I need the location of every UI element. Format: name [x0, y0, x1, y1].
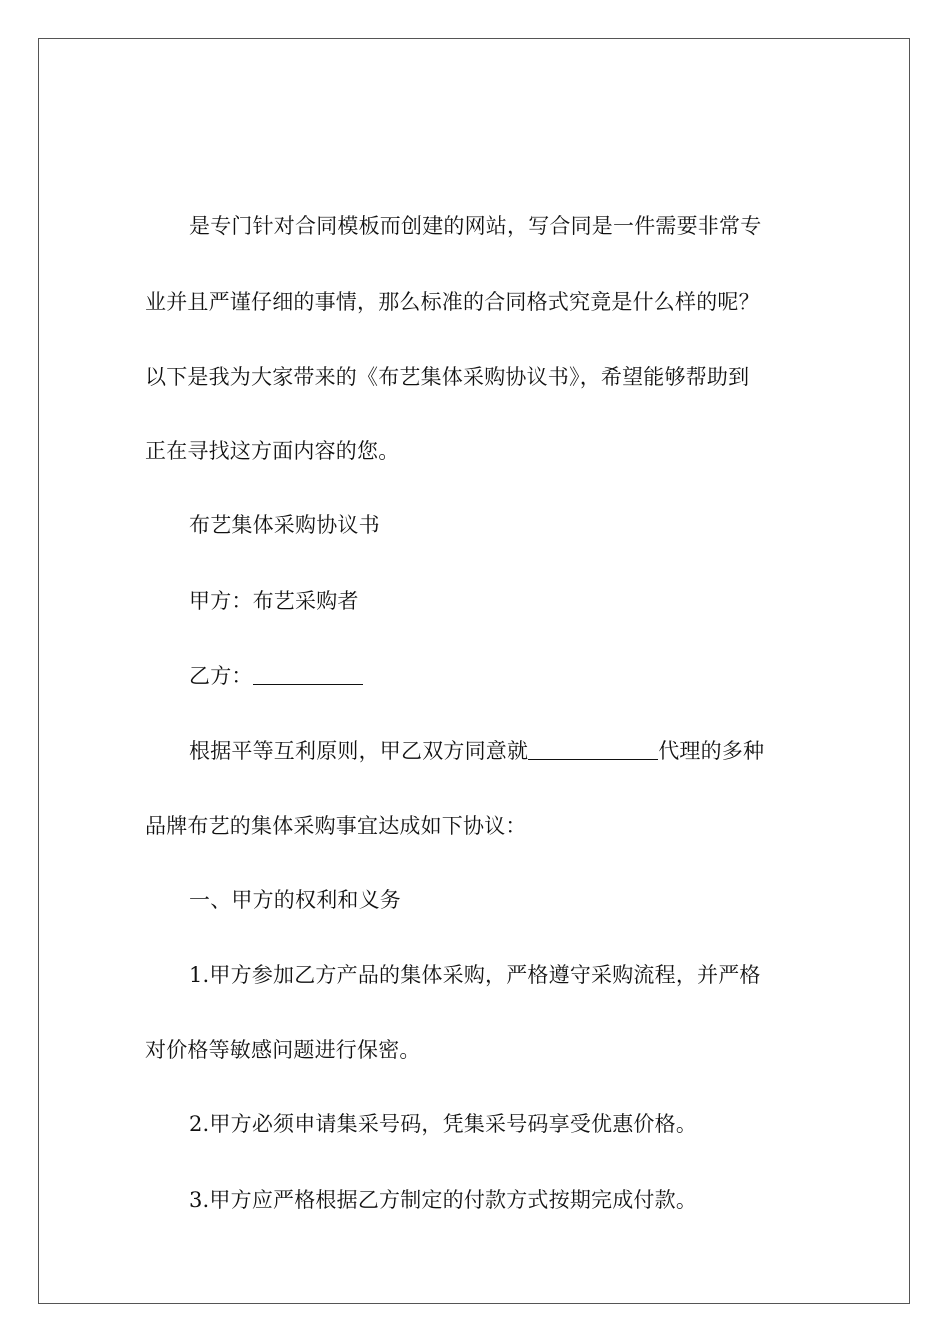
agreement-text-part1: 根据平等互利原则，甲乙双方同意就: [189, 739, 529, 763]
party-b-line: [189, 662, 363, 690]
intro-line-1: 是专门针对合同模板而创建的网站，写合同是一件需要非常专: [189, 214, 762, 238]
party-b-label: 乙方：: [189, 664, 253, 688]
intro-line-4: 正在寻找这方面内容的您。: [145, 439, 400, 463]
item2-line: 2.甲方必须申请集采号码，凭集采号码享受优惠价格。: [189, 1112, 698, 1136]
intro-line-2: 业并且严谨仔细的事情，那么标准的合同格式究竟是什么样的呢？: [145, 290, 760, 314]
item3-line: 3.甲方应严格根据乙方制定的付款方式按期完成付款。: [189, 1188, 698, 1212]
item1-line-2: 对价格等敏感问题进行保密。: [145, 1038, 421, 1062]
agreement-line-1: [189, 737, 764, 765]
item1-line-1: 1.甲方参加乙方产品的集体采购，严格遵守采购流程，并严格: [189, 963, 761, 987]
agreement-line-2: 品牌布艺的集体采购事宜达成如下协议：: [145, 814, 527, 838]
agent-blank: [528, 737, 658, 760]
party-a-line: 甲方：布艺采购者: [189, 589, 359, 613]
party-b-blank: [253, 662, 363, 685]
section1-heading: 一、甲方的权利和义务: [189, 888, 401, 912]
document-title: 布艺集体采购协议书: [189, 513, 380, 537]
agreement-text-part2: 代理的多种: [658, 739, 765, 763]
intro-line-3: 以下是我为大家带来的《布艺集体采购协议书》，希望能够帮助到: [145, 365, 750, 389]
